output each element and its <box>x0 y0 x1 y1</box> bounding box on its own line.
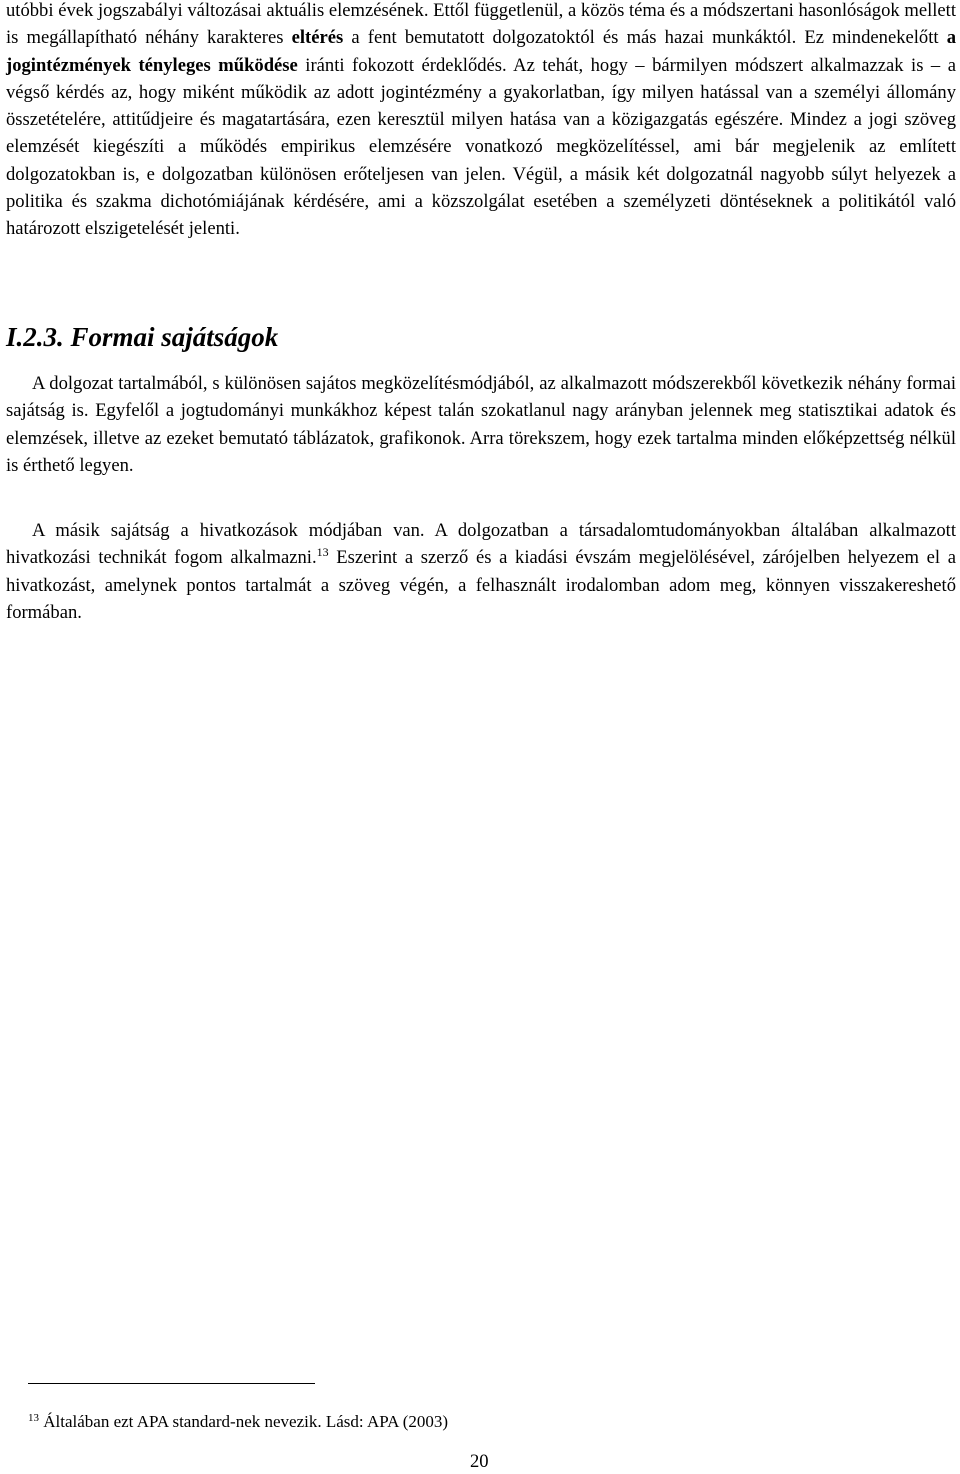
page-number: 20 <box>470 1451 489 1472</box>
body-paragraph-3 <box>6 517 956 626</box>
body-paragraph-2: A dolgozat tartalmából, s különösen sajátos megközelítésmódjából, az alkalmazott módszerekből következik néhány formai sajátság is. Egyfelől a jogtudományi munkákhoz képest talán szokatlanul nagy arányban jelennek meg statisztikai adatok és elemzések, illetve az ezeket bemutató táblázatok, grafikonok. Arra törekszem, hogy ezek tartalma minden előképzettség nélkül is érthető legyen. <box>6 373 956 476</box>
body-paragraph-1 <box>6 0 956 243</box>
paragraph-1-text-a: utóbbi évek jogszabályi változásai aktuális elemzésének. Ettől függetlenül, a közös téma és a módszertani hasonlóságok mellett is megállapítható néhány karakteres <box>6 0 956 49</box>
paragraph-3-text-b: Eszerint a szerző és a kiadási évszám megjelölésével, zárójelben helyezem el a hivatkozást, amelynek pontos tartalmát a szöveg végén, a felhasznált irodalomban adom meg, könnyen visszakereshető formában. <box>6 547 956 623</box>
paragraph-3-text-a: A másik sajátság a hivatkozások módjában van. A dolgozatban a társadalomtudományokban általában alkalmazott hivatkozási technikát fogom alkalmazni. <box>6 520 956 569</box>
footnote-separator <box>28 1383 315 1384</box>
paragraph-1-emphasis-elteres: eltérés <box>291 27 344 49</box>
paragraph-1-emphasis-mukodes: a jogintézmények tényleges működése <box>6 27 956 76</box>
footnote-text: Általában ezt APA standard-nek nevezik. Lásd: APA (2003) <box>43 1412 449 1431</box>
footnote <box>28 1410 448 1434</box>
footnote-number: 13 <box>28 1412 39 1424</box>
paragraph-1-text-c: iránti fokozott érdeklődés. Az tehát, hogy – bármilyen módszert alkalmazzak is – a végső kérdés az, hogy miként működik az adott jogintézmény a gyakorlatban, így milyen hatással van a személyi állomány összetételére, attitűdjeire és magatartására, ezen keresztül milyen hatása van a közigazgatás egészére. Mindez a jogi szöveg elemzését kiegészíti a működés empirikus elemzésére vonatkozó megközelítéssel, ami bár megjelenik az említett dolgozatokban is, e dolgozatban különösen erőteljesen van jelen. Végül, a másik két dolgozatnál nagyobb súlyt helyezek a politika és szakma dichotómiájának kérdésére, ami a közszolgálat esetében a személyzeti döntéseknek a politikától való határozott elszigetelését jelenti. <box>6 54 956 240</box>
section-heading: I.2.3. Formai sajátságok <box>6 322 279 352</box>
paragraph-1-text-b: a fent bemutatott dolgozatoktól és más hazai munkáktól. Ez mindenekelőtt <box>343 27 947 49</box>
footnote-reference[interactable]: 13 <box>316 545 329 560</box>
